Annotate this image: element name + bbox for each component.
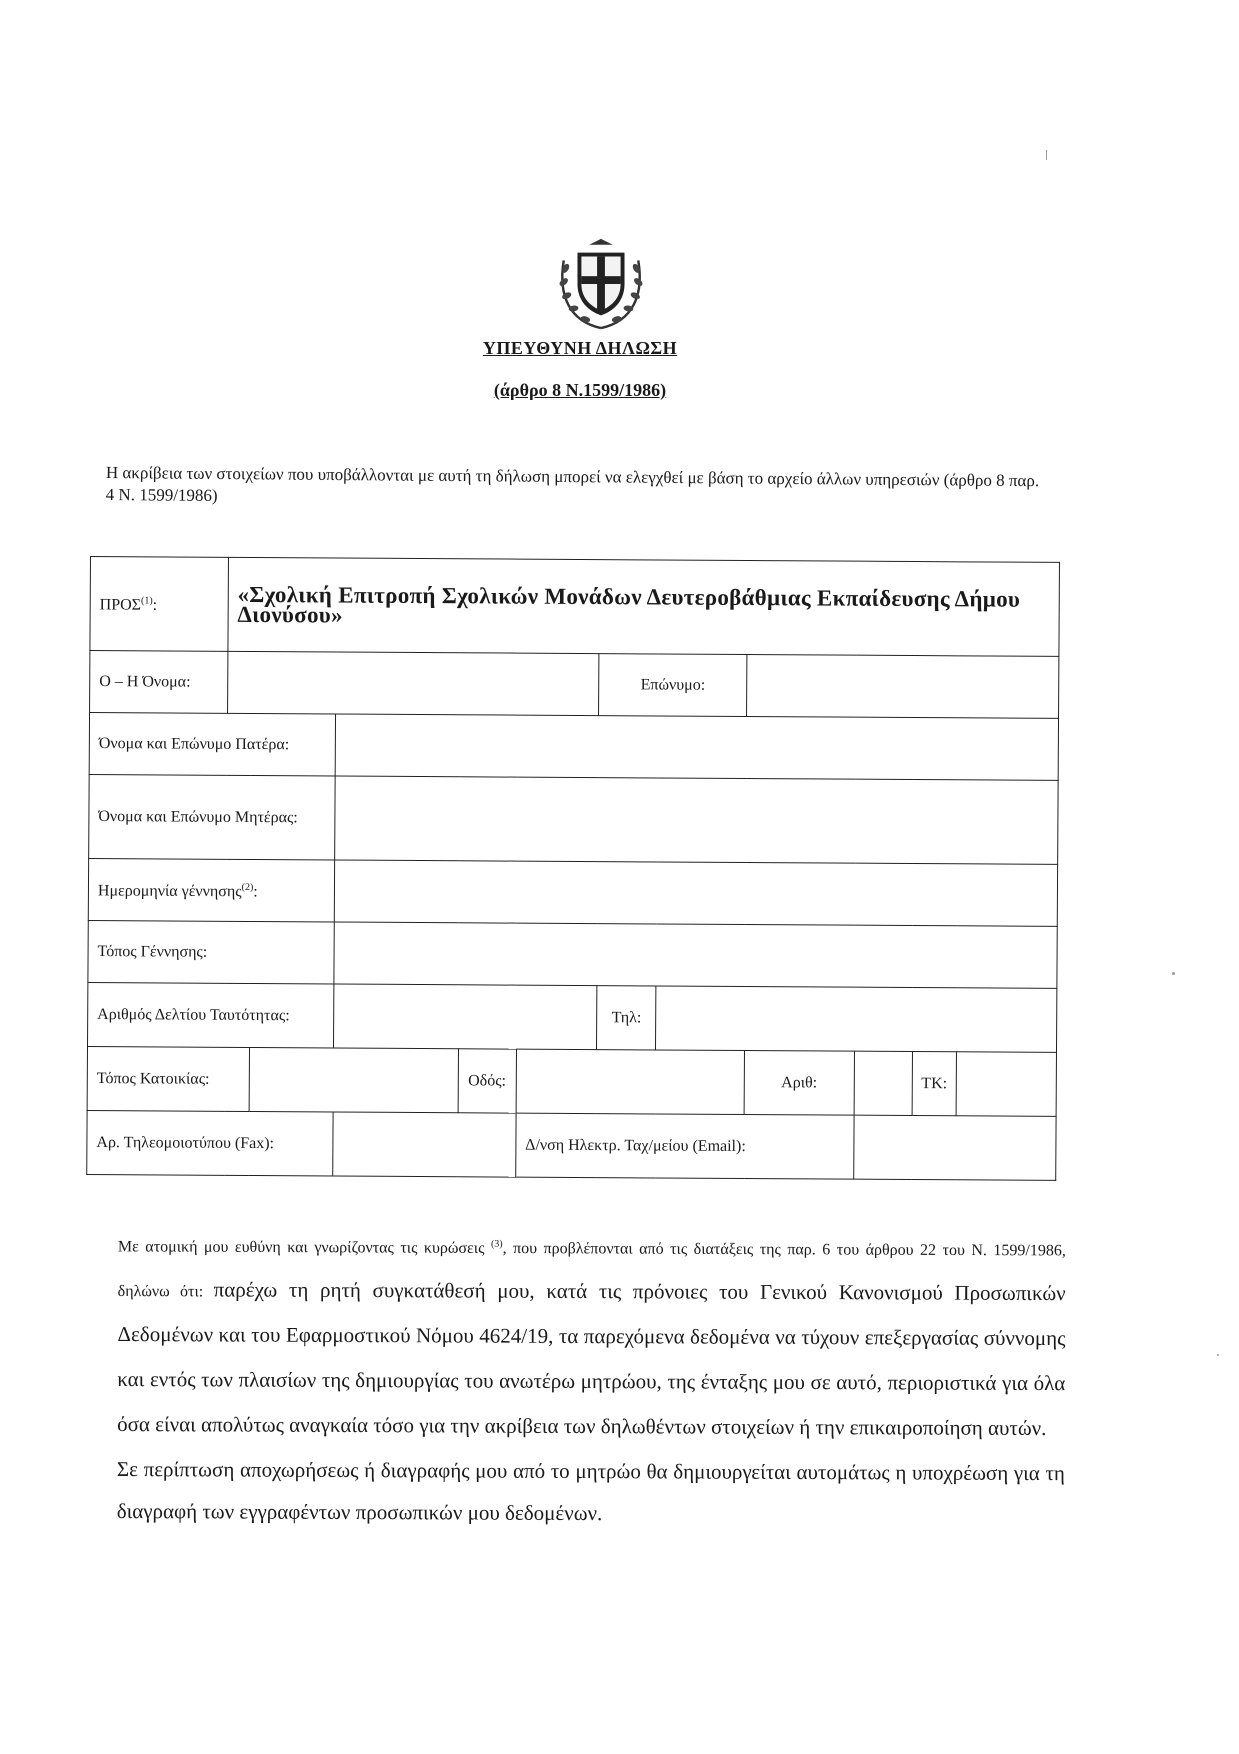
- to-footnote-mark: (1): [141, 595, 153, 607]
- phone-field[interactable]: [656, 986, 1057, 1052]
- residence-label: Τόπος Κατοικίας:: [87, 1046, 249, 1111]
- surname-field[interactable]: [747, 655, 1059, 719]
- mother-name-label: Όνομα και Επώνυμο Μητέρας:: [89, 774, 336, 860]
- birthdate-label: Ημερομηνία γέννησης: [97, 882, 242, 901]
- phone-label: Τηλ:: [597, 986, 656, 1050]
- recipient: «Σχολική Επιτροπή Σχολικών Μονάδων Δευτεροβάθμιας Εκπαίδευσης Δήμου Διονύσου»: [228, 557, 1060, 656]
- scan-speck: [1172, 972, 1175, 975]
- street-field[interactable]: [516, 1049, 745, 1114]
- birthdate-field[interactable]: [335, 860, 1058, 926]
- id-number-field[interactable]: [334, 984, 597, 1050]
- name-label: Ο – Η Όνομα:: [90, 651, 228, 714]
- sanctions-footnote-mark: (3): [490, 1238, 503, 1250]
- birthdate-label-cell: [88, 858, 335, 922]
- document-title: ΥΠΕΥΘΥΝΗ ΔΗΛΩΣΗ: [482, 338, 678, 358]
- residence-field[interactable]: [249, 1047, 458, 1112]
- id-number-label: Αριθμός Δελτίου Ταυτότητας:: [88, 982, 335, 1048]
- number-label: Αριθ:: [744, 1051, 854, 1116]
- street-label: Οδός:: [458, 1049, 516, 1113]
- father-name-label: Όνομα και Επώνυμο Πατέρα:: [89, 713, 336, 777]
- to-label-cell: [90, 557, 228, 652]
- fax-field[interactable]: [333, 1112, 516, 1177]
- withdrawal-statement: Σε περίπτωση αποχωρήσεως ή διαγραφής μου από το μητρώο θα δημιουργείται αυτομάτως η υποχρέωση για τη διαγραφή των εγγραφέντων προσωπικών μου δεδομένων.: [116, 1457, 1065, 1526]
- name-field[interactable]: [227, 651, 599, 715]
- postcode-field[interactable]: [956, 1052, 1056, 1117]
- birthdate-footnote-mark: (2): [241, 882, 254, 894]
- consent-statement: παρέχω τη ρητή συγκατάθεσή μου, κατά τις πρόνοιες του Γενικού Κανονισμού Προσωπικών Δεδομένων και του Εφαρμοστικού Νόμου 4624/19, τα παρεχόμενα δεδομένα να τύχουν επεξεργασίας σύννομης και εντός των πλαισίων της δημιουργίας του ανωτέρω μητρώου, της ένταξης μου σε αυτό, περιοριστικά για όλα όσα είναι απολύτως αναγκαία τόσο για την ακρίβεια των δηλωθέντων στοιχείων ή την επικαιροποίηση αυτών.: [117, 1277, 1066, 1441]
- birthdate-label-colon: :: [253, 883, 258, 901]
- intro-note: Η ακρίβεια των στοιχείων που υποβάλλονται με αυτή τη δήλωση μπορεί να ελεγχθεί με βάση το αρχείο άλλων υπηρεσιών (άρθρο 8 παρ. 4 Ν. 1599/1986): [105, 462, 1040, 505]
- surname-label: Επώνυμο:: [599, 654, 747, 717]
- consent-paragraph: [117, 1222, 1066, 1452]
- postcode-label: ΤΚ:: [912, 1052, 957, 1116]
- father-name-field[interactable]: [336, 714, 1059, 780]
- declaration-lead-rest: , που προβλέπονται από τις διατάξεις της παρ. 6 του άρθρου 22 του Ν. 1599/1986, δηλώνω ότι:: [117, 1240, 1066, 1301]
- declaration-lead: Με ατομική μου ευθύνη και γνωρίζοντας τις κυρώσεις: [117, 1238, 491, 1257]
- number-field[interactable]: [854, 1051, 912, 1115]
- email-label: Δ/νση Ηλεκτρ. Ταχ/μείου (Email):: [515, 1113, 853, 1179]
- birthplace-label: Τόπος Γέννησης:: [88, 920, 335, 984]
- document-subtitle: (άρθρο 8 Ν.1599/1986): [493, 380, 667, 400]
- fax-label: Αρ. Τηλεομοιοτύπου (Fax):: [87, 1110, 334, 1176]
- coat-of-arms-emblem: [552, 234, 650, 334]
- to-label: ΠΡΟΣ: [99, 596, 142, 614]
- declaration-form-table: [86, 556, 1060, 1181]
- to-label-colon: :: [152, 597, 158, 615]
- scan-speck: [1046, 150, 1047, 160]
- email-field[interactable]: [853, 1115, 1056, 1180]
- birthplace-field[interactable]: [334, 922, 1057, 988]
- scan-speck: [1217, 1354, 1219, 1356]
- declaration-text: [117, 1222, 1066, 1536]
- mother-name-field[interactable]: [335, 776, 1058, 864]
